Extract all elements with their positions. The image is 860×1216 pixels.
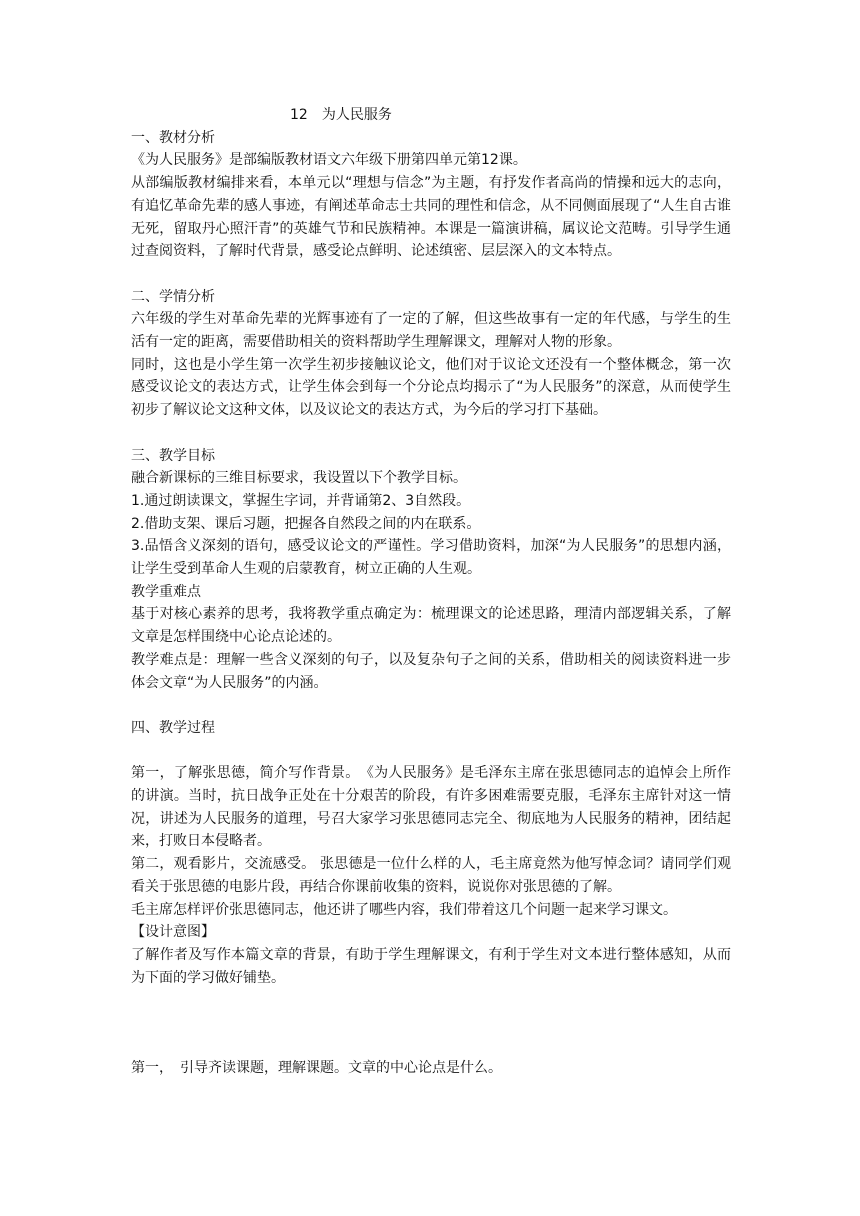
paragraph: 第二，观看影片，交流感受。 张思德是一位什么样的人，毛主席竟然为他写悼念词？请同学们观看关于张思德的电影片段，再结合你课前收集的资料，说说你对张思德的了解。 xyxy=(131,856,731,895)
blank-line xyxy=(131,422,731,445)
blank-line xyxy=(131,694,731,717)
paragraph: 《为人民服务》是部编版教材语文六年级下册第四单元第12课。 xyxy=(131,152,527,169)
paragraph: 基于对核心素养的思考，我将教学重点确定为：梳理课文的论述思路，理清内部逻辑关系，了解文章是怎样围绕中心论点论述的。 xyxy=(131,606,731,646)
blank-line xyxy=(131,1035,731,1058)
paragraph: 了解作者及写作本篇文章的背景，有助于学生理解课文，有利于学生对文本进行整体感知，从而为下面的学习做好铺垫。 xyxy=(131,946,731,986)
section-heading: 三、教学目标 xyxy=(131,447,215,464)
blank-line xyxy=(131,1012,731,1035)
document-page xyxy=(131,104,731,1080)
paragraph: 第一，了解张思德，简介写作背景。 《为人民服务》是毛泽东主席在张思德同志的追悼会上所作的讲演。当时，抗日战争正处在十分艰苦的阶段，有许多困难需要克服，毛泽东主席针对这一情况，讲述为人民服务的道理，号召大家学习张思德同志完全、彻底地为人民服务的精神，团结起来，打败日本侵略者。 xyxy=(131,765,731,850)
paragraph: 从部编版教材编排来看，本单元以“理想与信念”为主题，有抒发作者高尚的情操和远大的志向，有追忆革命先辈的感人事迹，有阐述革命志士共同的理性和信念，从不同侧面展现了“人生自古谁无死，留取丹心照汗青”的英雄气节和民族精神。本课是一篇演讲稿，属议论文范畴。引导学生通过查阅资料，了解时代背景，感受论点鲜明、论述缜密、层层深入的文本特点。 xyxy=(131,175,731,260)
section-heading: 四、教学过程 xyxy=(131,719,215,736)
goal-item: 1.通过朗读课文，掌握生字词，并背诵第2、3自然段。 xyxy=(131,492,471,509)
section-heading: 二、学情分析 xyxy=(131,288,215,305)
goal-item: 2.借助支架、课后习题，把握各自然段之间的内在联系。 xyxy=(131,515,481,532)
document-title: 12 为人民服务 xyxy=(290,107,392,123)
paragraph: 教学难点是：理解一些含义深刻的句子，以及复杂句子之间的关系，借助相关的阅读资料进一步体会文章“为人民服务”的内涵。 xyxy=(131,651,731,691)
subheading: 【设计意图】 xyxy=(131,924,215,941)
paragraph: 六年级的学生对革命先辈的光辉事迹有了一定的了解，但这些故事有一定的年代感，与学生的生活有一定的距离，需要借助相关的资料帮助学生理解课文，理解对人物的形象。 xyxy=(131,311,731,351)
section-heading: 一、教材分析 xyxy=(131,129,215,146)
blank-line xyxy=(131,989,731,1012)
paragraph: 毛主席怎样评价张思德同志，他还讲了哪些内容，我们带着这几个问题一起来学习课文。 xyxy=(131,901,677,918)
paragraph: 第一， 引导齐读课题，理解课题。文章的中心论点是什么。 xyxy=(131,1060,502,1077)
paragraph: 同时，这也是小学生第一次学生初步接触议论文，他们对于议论文还没有一个整体概念，第一次感受议论文的表达方式，让学生体会到每一个分论点均揭示了“为人民服务”的深意，从而使学生初步了解议论文这种文体，以及议论文的表达方式，为今后的学习打下基础。 xyxy=(131,356,731,419)
goal-item: 3.品悟含义深刻的语句，感受议论文的严谨性。学习借助资料，加深“为人民服务”的思想内涵，让学生受到革命人生观的启蒙教育，树立正确的人生观。 xyxy=(131,538,731,578)
blank-line xyxy=(131,740,731,763)
blank-line xyxy=(131,263,731,286)
subheading: 教学重难点 xyxy=(131,583,201,600)
paragraph: 融合新课标的三维目标要求，我设置以下个教学目标。 xyxy=(131,470,467,487)
